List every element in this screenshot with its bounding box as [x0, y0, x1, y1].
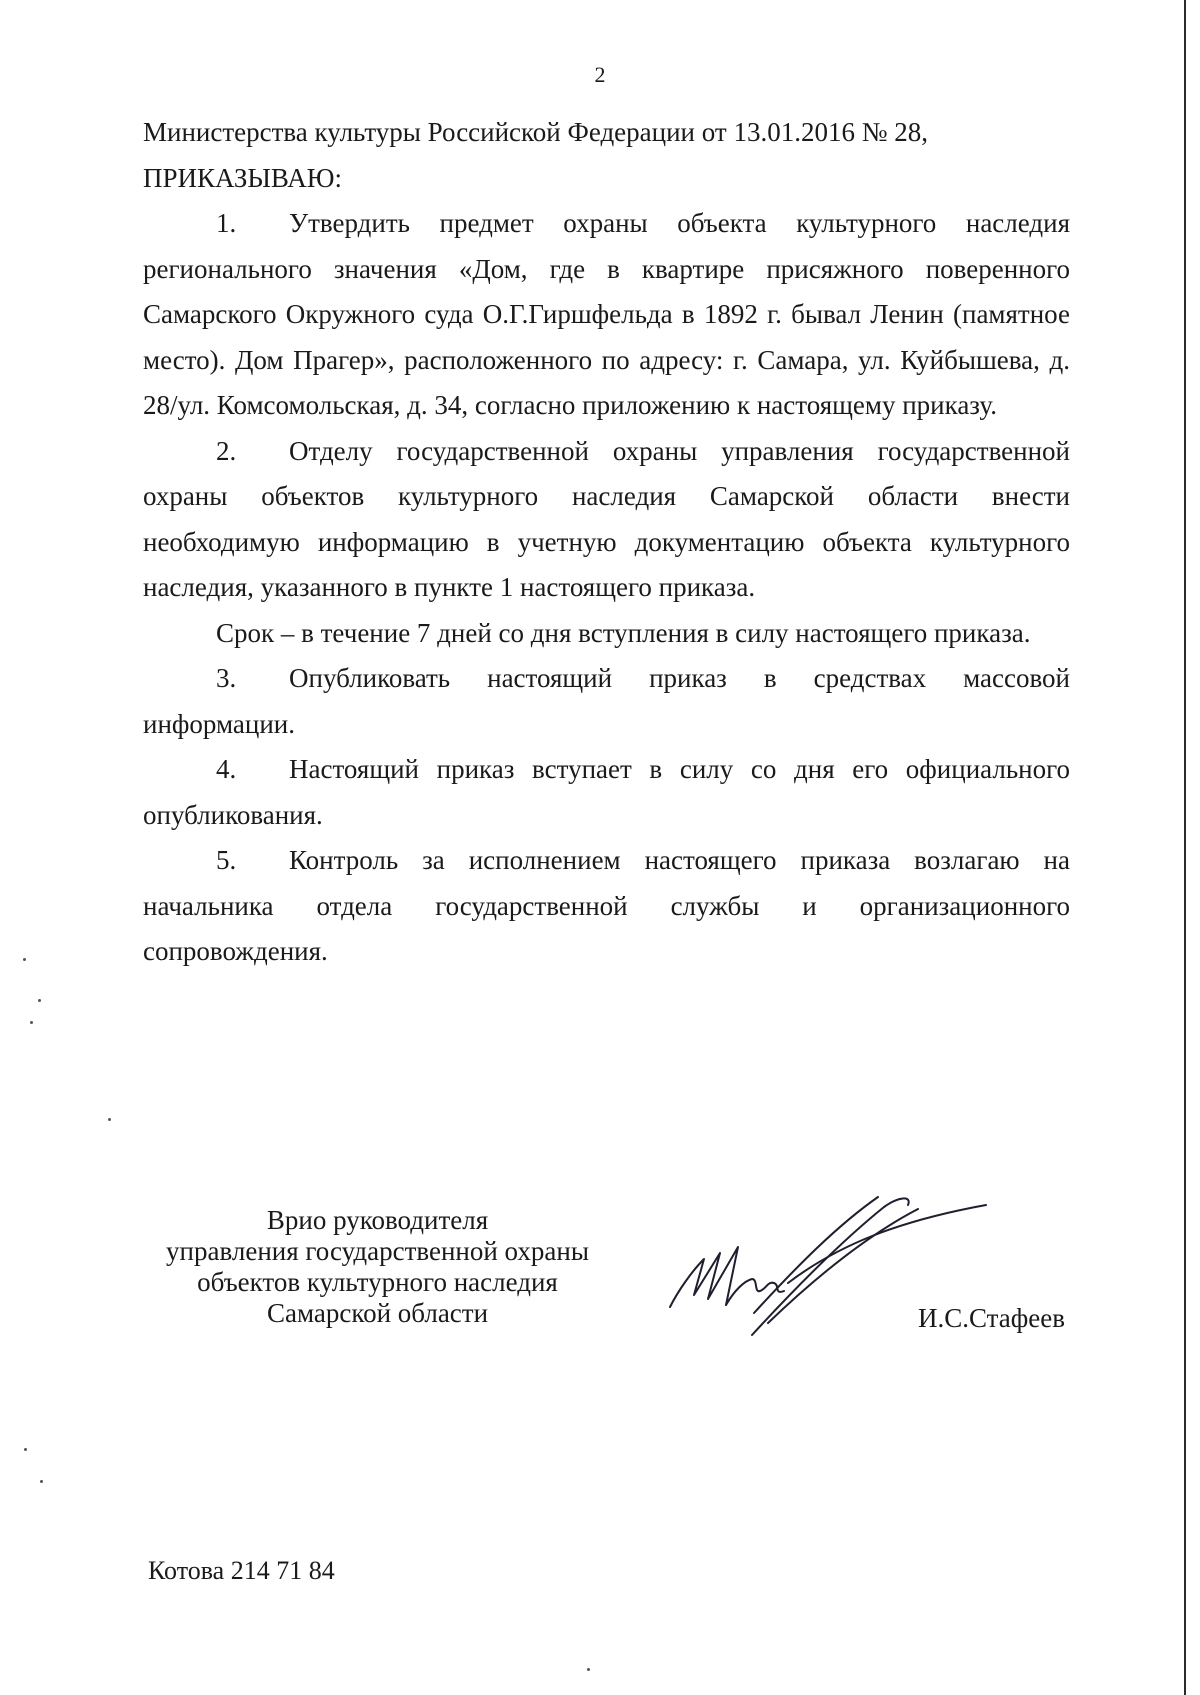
position-line: управления государственной охраны	[166, 1236, 589, 1266]
scan-speck	[108, 1118, 111, 1121]
item-number: 1.	[216, 208, 237, 238]
deadline-note: Срок – в течение 7 дней со дня вступления в силу настоящего приказа.	[216, 617, 1031, 648]
page-number: 2	[594, 62, 606, 87]
list-item	[143, 429, 1070, 611]
page-edge-line	[1184, 0, 1186, 1695]
item-text: Опубликовать настоящий приказ в средствах массовой информации.	[143, 663, 1070, 739]
list-item	[143, 838, 1070, 975]
item-text: Контроль за исполнением настоящего приказа возлагаю на начальника отдела государственной службы и организационного сопровождения.	[143, 845, 1070, 966]
item-text: Настоящий приказ вступает в силу со дня его официального опубликования.	[143, 754, 1070, 830]
intro-line: Министерства культуры Российской Федерации от 13.01.2016 № 28,	[143, 117, 928, 147]
item-number: 5.	[216, 845, 237, 875]
item-number: 2.	[216, 435, 237, 466]
signatory-position	[140, 1205, 615, 1329]
signer-name: И.С.Стафеев	[918, 1303, 1065, 1333]
list-item	[143, 747, 1070, 838]
position-line: Врио руководителя	[266, 1205, 489, 1235]
item-text: Отделу государственной охраны управления государственной охраны объектов культурного наследия Самарской области внести необходимую информацию в учетную документацию объекта культурного наследия, указанного в пункте 1 настоящего приказа.	[143, 435, 1070, 602]
position-line: объектов культурного наследия	[197, 1267, 558, 1297]
document-body	[143, 110, 1070, 975]
scan-speck	[40, 1480, 43, 1483]
position-line: Самарской области	[266, 1298, 489, 1328]
scan-speck	[24, 1448, 27, 1451]
item-number: 4.	[216, 754, 237, 784]
item-text: Утвердить предмет охраны объекта культурного наследия регионального значения «Дом, где в квартире присяжного поверенного Самарского Окружного суда О.Г.Гиршфельда в 1892 г. бывал Ленин (памятное место). Дом Прагер», расположенного по адресу: г. Самара, ул. Куйбышева, д. 28/ул. Комсомольская, д. 34, согласно приложению к настоящему приказу.	[143, 208, 1070, 420]
scan-speck	[587, 1668, 590, 1671]
contact-info: Котова 214 71 84	[148, 1556, 335, 1585]
scan-speck	[38, 999, 41, 1002]
list-item	[143, 201, 1070, 429]
list-item	[143, 656, 1070, 747]
scan-speck	[23, 958, 26, 961]
item-number: 3.	[216, 663, 237, 693]
scan-speck	[30, 1021, 33, 1024]
order-word: ПРИКАЗЫВАЮ:	[143, 162, 342, 193]
